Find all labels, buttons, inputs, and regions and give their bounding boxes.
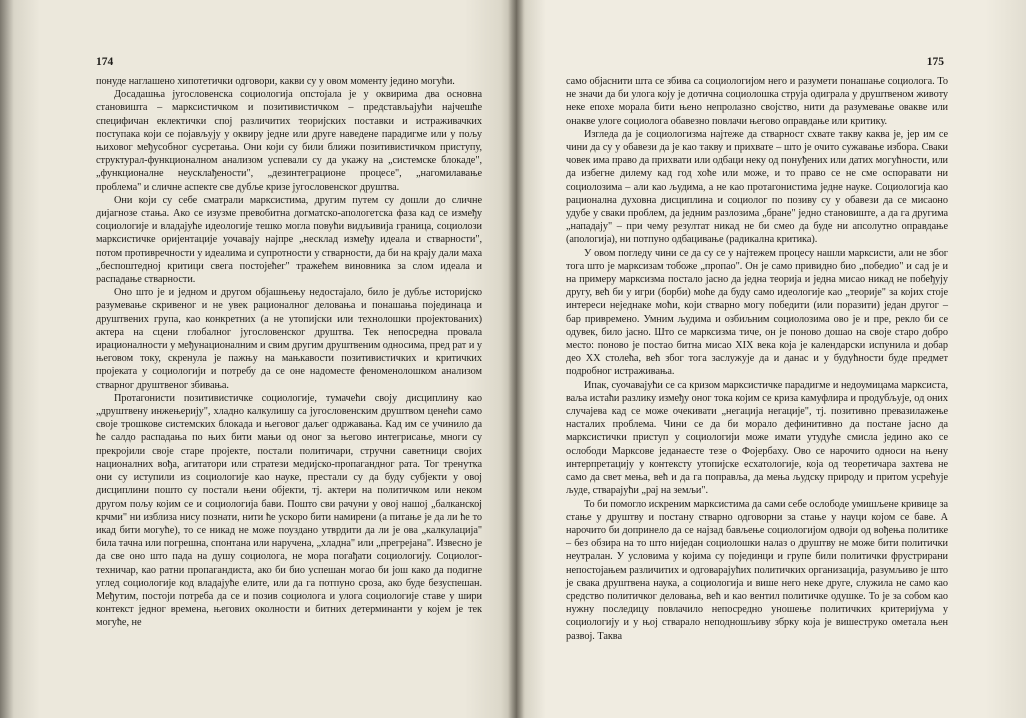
paragraph: само објаснити шта се збива са социологијом него и разумети понашање социолога. То не значи да би улога коју је дотична социолошка струја одиграла у друштвеном животу неке епохе морала бити њено непролазно својство, нити да разумевање овакве или онакве улоге социолога обавезно повлачи његово оправдање или критику. bbox=[566, 76, 948, 127]
right-page bbox=[516, 0, 1026, 718]
page-body bbox=[96, 75, 482, 630]
paragraph: У овом погледу чини се да су се у најтежем процесу нашли марксисти, али не због тога што је марксизам тобоже „пропао". Он је само привидно био „победио" и сад је и на примеру марксизма постало јасно да једна теорија и једна мисао никад не побеђују другу, већ би у игри (борби) моће да буду само идеологије као „теорије" за којих стоје интереси неједнаке моћи, који стварно могу победити (или поразити) један другог – бар привремено. Умним људима и озбиљним социолозима ово је и пре, рекло би се одувек, било јасно. Што се марксизма тиче, он је поново дошао на своје старо добро место: поново је постао битна мисао XIX века која је календарски испунила и добар део XX столећа, већ због тога заслужује да и данас и у будућности буде предмет подробног истраживања. bbox=[566, 247, 948, 378]
paragraph: Протагонисти позитивистичке социологије, тумачећи своју дисциплину као „друштвену инжењерију", хладно калкулишу са југословенским друштвом ценећи само своје трошкове системских блокада и његовог даљег одржавања. Кад им се учинило да ће салдо распадања по њих бити мањи од оног за његово интегрисање, многи су прекројили своје старе пројекте, постали политичари, стручни саветници својих националних вођа, агитатори или стратези медијско-пропагандног рата. Тог тренутка они су иступили из социологије као науке, престали су да буду субјекти у овој дисциплини пошто су постали њени објекти, тј. актери на политичком или неком другом пољу којим се и социологија бави. Пошто сви рачуни у овој нашој „балканској крчми" ни изблиза нису познати, нити ће ускоро бити намирени (а питање је да ли ће то икад бити могуће), то се никад не може поуздано утврдити да ли је ова „калкулација" била тачна или погрешна, спонтана или наручена, „хладна" или „прегрејана". Извесно је да све оно што пада на душу социолога, не мора погађати социологију. Социолог-техничар, као ратни пропагандиста, ако би био успешан могао би још како да подигне углед социологије код владајуће елите, или да га потпуно срозa, ако буде безуспешан. Међутим, постоји потреба да се и позив социолога и улога социологије ставе у шири контекст једног времена, његових околности и битних детерминанти у којем је тек могуће, не bbox=[96, 392, 482, 629]
paragraph: Оно што је и једном и другом објашњењу недостајало, било је дубље историјско разумевање скривеног и не увек рационалног деловања и понашања појединаца и друштвених група, као конкретних (а не утопијски или технолошки пројектованих) актера на сцени глобалног југословенског друштва. Тек непосредна провала ирационалности у међунационалним и свим другим друштвеним односима, пред рат и у његовом току, скренула је пажњу на мањкавости позитивистичких и критичких пројеката у социологији и потребу да се оне надоместе феноменолошком анализом стварног друштвеног збивања. bbox=[96, 287, 482, 391]
paragraph: Ипак, суочавајући се са кризом марксистичке парадигме и недоумицама марксиста, ваља истаћи разлику између оног тока којим се криза камуфлира и продубљује, од оних случајева кад се може очекивати „негација негације", тј. позитивно превазилажење насталих проблема. Чини се да би морало дефинитивно да постане јасно да марксистички приступ у социологији може имати утудуће смисла једино ако се ослободи Марксове једанаесте тезе о Фојербаху. Ово се нарочито односи на њену интерпретацију у контексту утопијске есхатологије, која од теоретичара захтева не само да свет мења, већ и да га поправља, да мења људску природу и притом усрећује људе, стварајући „рај на земљи". bbox=[566, 379, 948, 497]
paragraph: Изгледа да је социологизма најтеже да стварност схвате такву каква је, јер им се чини да су у обавези да је као такву и прихвате – што је очито сужавање избора. Сваки човек има право да прихвати или одбаци неку од понуђених или датих могућности, или да избегне дилему кад год хоће или може, и то право се не сме оспоравати ни социолозима – али као људима, а не као протагонистима једне науке. Социологија као рационална духовна дисциплина и социолог по позиву су у обавези да се мисаоно удубе у сваки проблем, да једним разлозима „бране" једно становиште, а да га другима „нападају" – при чему резултат никад не би смео да буде ни апсолутно оправдање (апологија), ни потпуно одбацивање (радикална критика). bbox=[566, 128, 948, 246]
page-number: 175 bbox=[926, 56, 944, 68]
page-number: 174 bbox=[96, 56, 114, 68]
paragraph: Они који су себе сматрали марксистима, другим путем су дошли до сличне дијагнозе стања. Ако се изузме превобитна догматско-апологетска фаза кад се између социологије и владајуће идеологије тешко могла повући видљивија граница, социолози марксистичке оријентације уочавају најпре „несклад између идеала и стварности", потом противречности у идеалима и супротности у стварности, да би на крају дали маха „беспоштедној критици свега постојећег" тражећем виновника за слом идеала и распадање стварности. bbox=[96, 194, 482, 286]
paragraph: То би помогло искреним марксистима да сами себе ослободе умишљене кривице за стање у друштву и постану стварно одговорни за стање у науци којом се баве. А нарочито би допринело да се најзад бављење социологијом одвоји од вођења политике – без обзира на то што ниједан социолошки налаз о друштву не може бити политички неутралан. У условима у којима су појединци и групе били политички фрустрирани непостојањем различитих и одговарајућих политичких организација, разумљиво је што је свака друштвена наука, а социологија и више него неке друге, служила не само као средство политичког деловања, већ и као вентил политичке одушке. То је за собом као нужну последицу повлачило непосредно уношење политичких критеријума у социологију и у њој стварало неподношљиву збрку која је вишеструко ометала њен развој. Таква bbox=[566, 498, 948, 642]
page-body bbox=[566, 75, 948, 643]
paragraph: Досадашња југословенска социологија опстојала је у оквирима два основна становишта – марксистичком и позитивистичком – представљајући најчешће специфичан еклектички спој различитих теоријских поставки и истраживачких поступака који се појављују у оквиру једне или друге наведене парадигме или у пољу њиховог међусобног сусретања. Они који су били ближи позитивистичком приступу, структурал-функционалном анализом успевали су да укажу на „системске блокаде", „функционалне неусклађености", „дезинтеграционе процесе", „нагомилавање проблема" и сличне аспекте све дубље кризе југословенског друштва. bbox=[96, 89, 482, 193]
paragraph: понуде наглашено хипотетички одговори, какви су у овом моменту једино могући. bbox=[96, 76, 455, 87]
